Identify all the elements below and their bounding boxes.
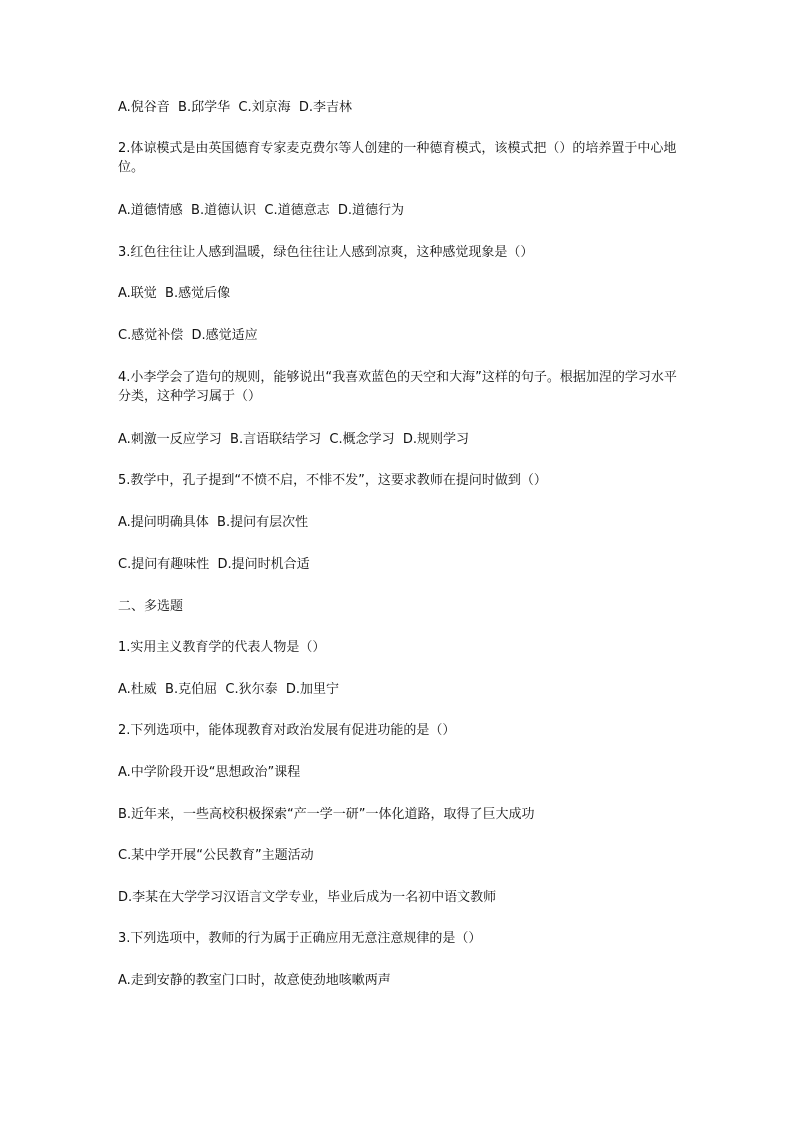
question-text: 2.体谅模式是由英国德育专家麦克费尔等人创建的一种德育模式，该模式把（）的培养置于中心地位。 [118,141,677,175]
option-line: D.李某在大学学习汉语言文学专业，毕业后成为一名初中语文教师 [118,890,497,905]
question-text: 3.红色往往让人感到温暖，绿色往往让人感到凉爽，这种感觉现象是（） [118,245,534,260]
question-text: 3.下列选项中，教师的行为属于正确应用无意注意规律的是（） [118,931,482,946]
option-line: A.中学阶段开设“思想政治”课程 [118,765,301,780]
question-text: 1.实用主义教育学的代表人物是（） [118,640,326,655]
question-text: 4.小李学会了造句的规则，能够说出“我喜欢蓝色的天空和大海”这样的句子。根据加涅的学习水平分类，这种学习属于（） [118,370,677,404]
question-text: 2.下列选项中，能体现教育对政治发展有促进功能的是（） [118,723,456,738]
option-line: C.提问有趣味性 D.提问时机合适 [118,557,310,572]
option-line: A.走到安静的教室门口时，故意使劲地咳嗽两声 [118,973,391,988]
section-heading: 二、多选题 [118,599,184,614]
option-line: A.联觉 B.感觉后像 [118,286,231,301]
option-line: C.某中学开展“公民教育”主题活动 [118,848,314,863]
option-line: A.杜威 B.克伯屈 C.狄尔泰 D.加里宁 [118,682,339,697]
option-line: A.道德情感 B.道德认识 C.道德意志 D.道德行为 [118,203,404,218]
option-line: C.感觉补偿 D.感觉适应 [118,328,258,343]
option-line: A.提问明确具体 B.提问有层次性 [118,515,309,530]
question-text: 5.教学中，孔子提到“不愤不启，不悱不发”，这要求教师在提问时做到（） [118,473,547,488]
option-line: A.刺激一反应学习 B.言语联结学习 C.概念学习 D.规则学习 [118,432,469,447]
option-line: B.近年来，一些高校积极探索“产一学一研”一体化道路，取得了巨大成功 [118,807,535,822]
option-line: A.倪谷音 B.邱学华 C.刘京海 D.李吉林 [118,100,352,115]
